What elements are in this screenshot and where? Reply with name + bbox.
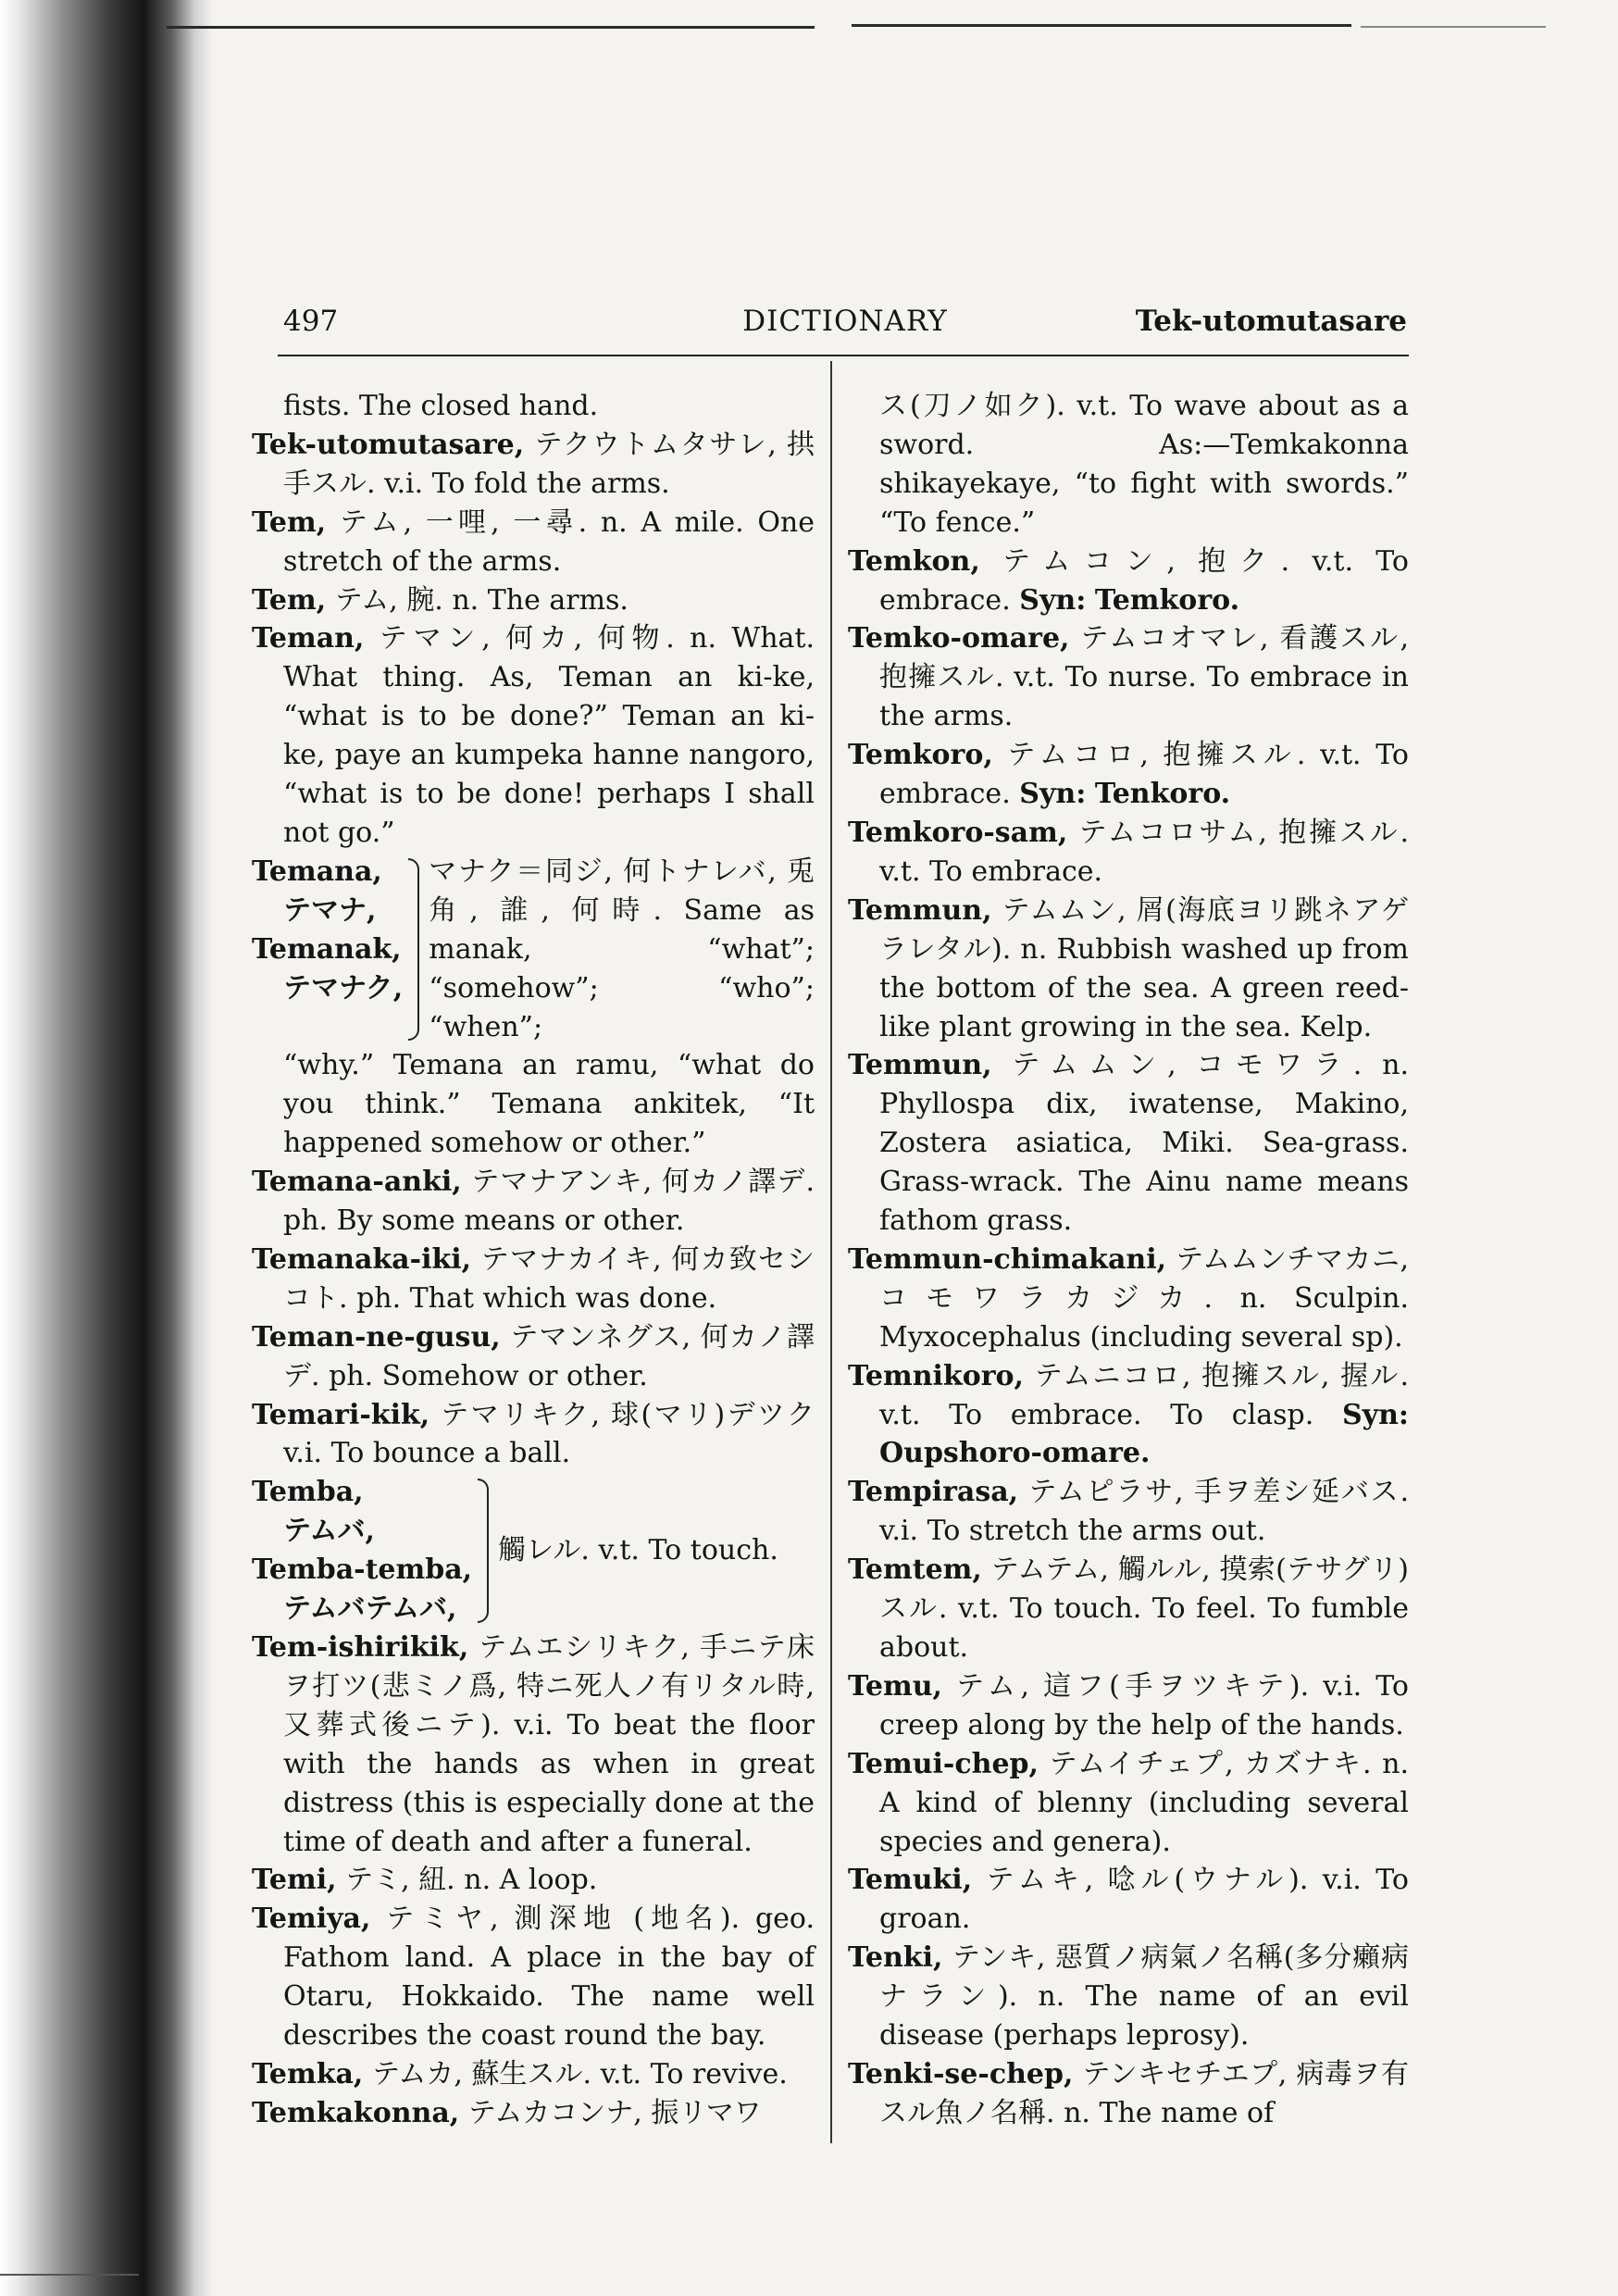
entry-body: テムカ, 蘇生スル. v.t. To revive.	[371, 2057, 788, 2090]
headword: Tenki-se-chep,	[848, 2057, 1074, 2090]
brace-bracket	[404, 858, 425, 1042]
headword: Temka,	[252, 2057, 364, 2090]
headword: Temanaka-iki,	[252, 1242, 472, 1276]
synonym: Temkoro.	[1094, 583, 1240, 617]
column-divider	[830, 361, 832, 2143]
entry-body: テムコロサム, 抱擁スル. v.t. To embrace.	[879, 816, 1410, 888]
scan-bottom-edge	[0, 2274, 139, 2276]
dictionary-entry	[848, 736, 1409, 814]
scan-binding-shadow	[0, 0, 213, 2296]
headword: Temuki,	[848, 1864, 973, 1897]
dictionary-entry	[252, 1861, 815, 1900]
dictionary-entry	[848, 1473, 1409, 1551]
headword: Temiya,	[252, 1903, 371, 1936]
headword-kana: テマナク,	[283, 971, 404, 1004]
headword: Temu,	[848, 1669, 942, 1703]
entry-body: テマンネグス, 何カノ譯デ. ph. Somehow or other.	[283, 1320, 815, 1392]
dictionary-entry	[252, 619, 815, 852]
headword: Temanak,	[252, 932, 402, 966]
headword: Tem,	[252, 583, 327, 617]
entry-body: テムピラサ, 手ヲ差シ延バス. v.i. To stretch the arms out.	[879, 1476, 1409, 1548]
dictionary-entry	[252, 1163, 815, 1241]
dictionary-entry	[848, 1939, 1409, 2055]
headword-kana: テムバ,	[283, 1515, 375, 1548]
dictionary-entry	[848, 1667, 1409, 1745]
entry-body: テムカコンナ, 振リマワ	[467, 2096, 762, 2129]
entry-body: テムムン, 屑(海底ヨリ跳ネアゲラレタル). n. Rubbish washed up from the bottom of the sea. A green reed-like plant growing in the sea. Kelp.	[879, 893, 1409, 1043]
entry-body: テマナカイキ, 何カ致セシコト. ph. That which was done.	[283, 1242, 815, 1315]
entry-body: マナク＝同ジ, 何トナレバ, 兎角, 誰, 何時. Same as manak, “what”; “somehow”; “who”; “when”;	[429, 855, 815, 1043]
dictionary-entry	[252, 1241, 815, 1318]
entry-body: テムキ, 唸ル(ウナル). v.i. To groan.	[879, 1864, 1409, 1936]
dictionary-entry	[848, 814, 1409, 892]
headword: Tenki,	[848, 1941, 943, 1975]
synonym: Tenkoro.	[1094, 778, 1231, 811]
page-title: DICTIONARY	[742, 305, 948, 338]
headword: Teman-ne-gusu,	[252, 1320, 501, 1354]
dictionary-entry	[252, 2055, 815, 2094]
entry-body: テム, 腕. n. The arms.	[334, 583, 629, 617]
dictionary-entry	[252, 1396, 815, 1474]
headword: Temtem,	[848, 1554, 982, 1587]
dictionary-entry	[848, 892, 1409, 1047]
dictionary-entry	[252, 1900, 815, 2055]
dictionary-entry	[252, 1318, 815, 1396]
left-column	[252, 387, 815, 2133]
headword: Tek-utomutasare,	[252, 428, 525, 461]
catchword: Tek-utomutasare	[1135, 305, 1407, 338]
entry-body: テンキ, 惡質ノ病氣ノ名稱(多分癩病ナラン). n. The name of an evil disease (perhaps leprosy).	[879, 1941, 1409, 2053]
headword: Temnikoro,	[848, 1359, 1024, 1392]
dictionary-entry	[252, 426, 815, 504]
dictionary-entry	[848, 1551, 1409, 1667]
dictionary-entry	[252, 1628, 815, 1861]
headword: Temkon,	[848, 544, 980, 578]
synonym-label: Syn:	[1019, 583, 1087, 617]
synonym-label: Syn:	[1019, 778, 1087, 811]
brace-bracket	[474, 1479, 494, 1623]
entry-body: テマリキク, 球(マリ)デツク v.i. To bounce a ball.	[283, 1398, 815, 1470]
bracketed-entry-group	[252, 853, 815, 1047]
entry-body: テムイチェプ, カズナキ. n. A kind of blenny (including several species and genera).	[879, 1747, 1409, 1858]
entry-body: テミ, 紐. n. A loop.	[345, 1864, 598, 1897]
dictionary-entry	[252, 581, 815, 620]
headword: Temkoro-sam,	[848, 816, 1068, 849]
headword: Tempirasa,	[848, 1476, 1019, 1509]
entry-body: テムテム, 觸ルル, 摸索(テサグリ)スル. v.t. To touch. To feel. To fumble about.	[879, 1554, 1409, 1664]
headword: Temkoro,	[848, 739, 993, 772]
headword: Temi,	[252, 1864, 337, 1897]
headword: Temmun,	[848, 893, 992, 927]
entry-body: テムコン, 抱ク. v.t. To embrace.	[879, 544, 1409, 617]
headword: Temari-kik,	[252, 1398, 430, 1431]
headword: Temba-temba,	[252, 1554, 473, 1587]
headword: Teman,	[252, 622, 365, 655]
entry-continuation: ス(刀ノ如ク). v.t. To wave about as a sword. As:—Temkakonna shikayekaye, “to fight with swords.” “To fence.”	[879, 390, 1409, 539]
dictionary-entry	[252, 504, 815, 581]
headword: Tem,	[252, 505, 327, 539]
entry-body: テムコロ, 抱擁スル. v.t. To embrace.	[879, 739, 1409, 811]
header-rule	[278, 355, 1409, 356]
scan-top-edge	[167, 26, 815, 29]
headword: Temmun,	[848, 1049, 992, 1082]
dictionary-entry	[252, 2094, 815, 2133]
headword-kana: テマナ,	[283, 893, 377, 927]
scan-top-edge	[1361, 26, 1546, 28]
entry-body: テムムンチマカニ, コモワラカジカ. n. Sculpin. Myxocephalus (including several sp).	[879, 1242, 1409, 1354]
entry-body: テミヤ, 測深地 (地名). geo. Fathom land. A place in the bay of Otaru, Hokkaido. The name well describes the coast round the bay.	[283, 1903, 815, 2053]
entry-body	[498, 1473, 815, 1628]
headword-kana: テムバテムバ,	[283, 1592, 457, 1626]
dictionary-entry	[848, 1861, 1409, 1939]
page-number: 497	[283, 305, 339, 338]
entry-body: テムコオマレ, 看護スル, 抱擁スル. v.t. To nurse. To embrace in the arms.	[879, 622, 1409, 733]
synonym: Oupshoro-omare.	[879, 1437, 1151, 1470]
headword: Temko-omare,	[848, 622, 1070, 655]
dictionary-entry	[848, 619, 1409, 736]
entry-body: テンキセチエプ, 病毒ヲ有スル魚ノ名稱. n. The name of	[879, 2057, 1409, 2129]
entry-body-text: 觸レル. v.t. To touch.	[498, 1534, 778, 1567]
headword: Temana,	[252, 855, 382, 888]
dictionary-entry	[848, 1241, 1409, 1357]
headword: Temui-chep,	[848, 1747, 1039, 1780]
running-head	[283, 301, 1407, 345]
entry-body: テマン, 何カ, 何物. n. What. What thing. As, Teman an ki-ke, “what is to be done?” Teman an ki-ke, paye an kumpeka hanne nangoro, “what is to be done! perhaps I shall not go.”	[283, 622, 815, 849]
dictionary-entry	[848, 1357, 1409, 1474]
entry-body: テム, 這フ(手ヲツキテ). v.i. To creep along by the help of the hands.	[879, 1669, 1409, 1741]
dictionary-entry	[848, 543, 1409, 620]
entry-body: テムムン, コモワラ. n. Phyllospa dix, iwatense, Makino, Zostera asiatica, Miki. Sea-grass. Grass-wrack. The Ainu name means fathom grass.	[879, 1049, 1409, 1238]
entry-body: テム, 一哩, 一尋. n. A mile. One stretch of the arms.	[283, 505, 815, 578]
dictionary-entry	[848, 1046, 1409, 1241]
bracketed-entry-group	[252, 1473, 815, 1628]
dictionary-entry	[848, 1745, 1409, 1862]
scan-top-edge	[852, 24, 1351, 27]
entry-continuation: fists. The closed hand.	[283, 390, 599, 422]
headword: Temkakonna,	[252, 2096, 460, 2129]
entry-body: テクウトムタサレ, 拱手スル. v.i. To fold the arms.	[283, 428, 815, 500]
group-headwords	[252, 853, 403, 1047]
headword: Temba,	[252, 1476, 364, 1509]
entry-body: テムエシリキク, 手ニテ床ヲ打ツ(悲ミノ爲, 特ニ死人ノ有リタル時, 又葬式後ニテ). v.i. To beat the floor with the hands as when in great distress (this is especially done at the time of death and after a funeral.	[283, 1631, 815, 1858]
dictionary-entry	[848, 2055, 1409, 2133]
headword: Temmun-chimakani,	[848, 1242, 1167, 1276]
headword: Tem-ishirikik,	[252, 1631, 469, 1664]
entry-body: テムニコロ, 抱擁スル, 握ル. v.t. To embrace. To clasp.	[879, 1359, 1409, 1431]
group-headwords	[252, 1473, 472, 1628]
entry-body: テマナアンキ, 何カノ譯デ. ph. By some means or other.	[283, 1166, 815, 1238]
entry-continuation: “why.” Temana an ramu, “what do you think.” Temana ankitek, “It happened somehow or other.”	[283, 1049, 815, 1160]
synonym-label: Syn:	[1342, 1398, 1409, 1431]
headword: Temana-anki,	[252, 1166, 462, 1199]
right-column	[848, 387, 1409, 2133]
